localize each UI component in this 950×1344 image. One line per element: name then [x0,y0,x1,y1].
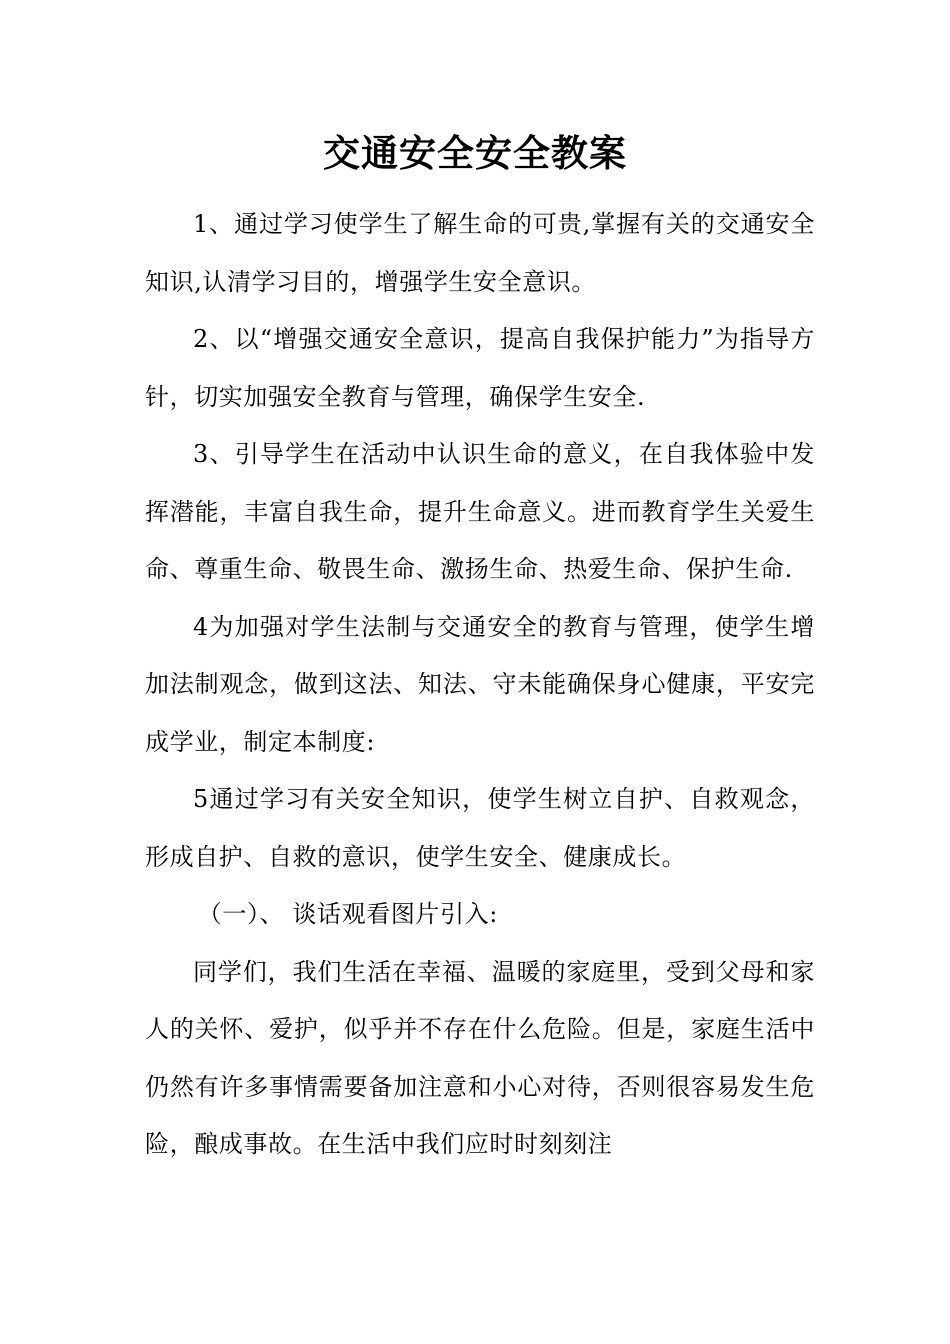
paragraph-intro: 同学们，我们生活在幸福、温暖的家庭里，受到父母和家人的关怀、爱护，似乎并不存在什么危险。但是，家庭生活中仍然有许多事情需要备加注意和小心对待，否则很容易发生危险，酿成事故。在生活中我们应时时刻刻注 [145,957,815,1158]
document-body [145,196,815,1174]
paragraph-objective-3: 3、引导学生在活动中认识生命的意义，在自我体验中发挥潜能，丰富自我生命，提升生命意义。进而教育学生关爱生命、尊重生命、敬畏生命、激扬生命、热爱生命、保护生命. [145,440,815,583]
paragraph-objective-5: 5通过学习有关安全知识，使学生树立自护、自救观念，形成自护、自救的意识，使学生安全、健康成长。 [145,785,815,871]
paragraph-objective-4: 4为加强对学生法制与交通安全的教育与管理，使学生增加法制观念，做到这法、知法、守未能确保身心健康，平安完成学业，制定本制度: [145,612,815,756]
paragraph-objective-2: 2、以“增强交通安全意识，提高自我保护能力”为指导方针，切实加强安全教育与管理，确保学生安全. [145,325,815,411]
section-heading-1: （一）、 谈话观看图片引入: [197,900,498,928]
paragraph-objective-1: 1、通过学习使学生了解生命的可贵,掌握有关的交通安全知识,认清学习目的，增强学生安全意识。 [145,210,815,296]
document-title: 交通安全安全教案 [323,131,627,175]
